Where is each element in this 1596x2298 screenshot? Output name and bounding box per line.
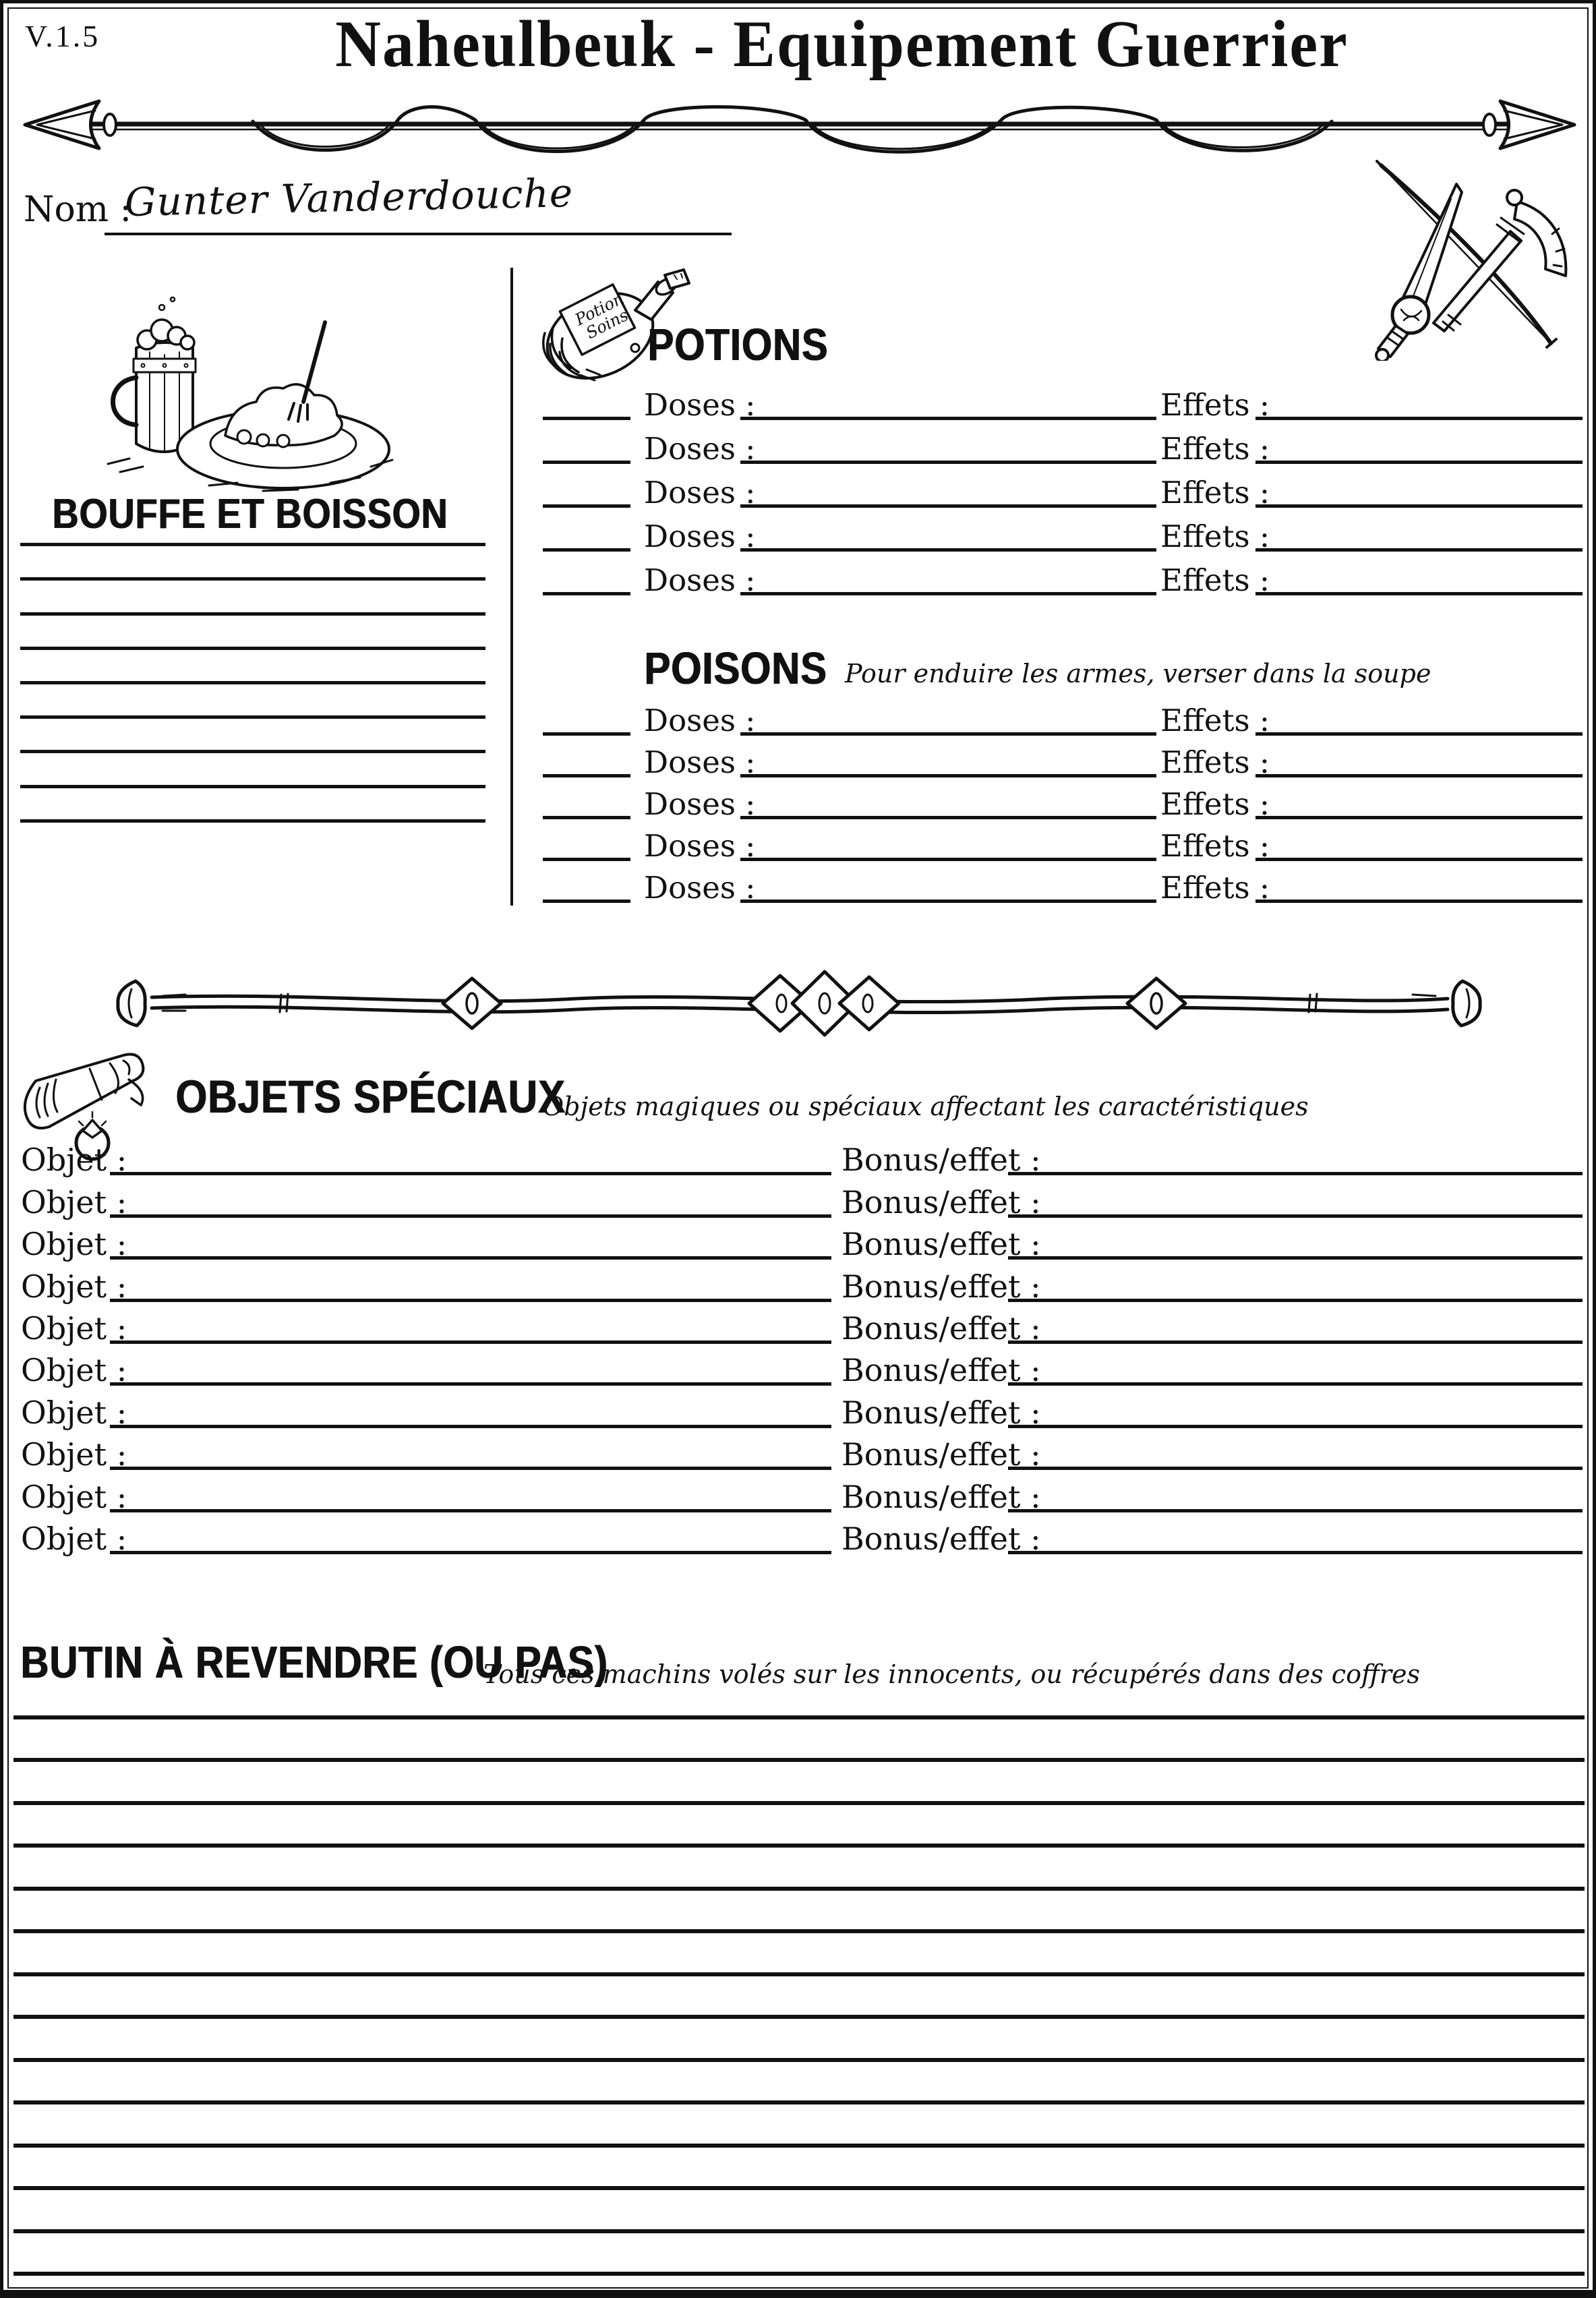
effets-label: Effets :	[1160, 562, 1270, 598]
page-title: Naheulbeuk - Equipement Guerrier	[335, 7, 1349, 82]
loot-blank-line	[13, 2233, 1585, 2276]
doses-label: Doses :	[644, 387, 756, 423]
bonus-fill-line	[1008, 1425, 1583, 1428]
bonus-effet-label: Bonus/effet :	[841, 1142, 1041, 1179]
effets-label: Effets :	[1160, 786, 1270, 822]
bonus-effet-label: Bonus/effet :	[841, 1226, 1041, 1263]
loot-blank-line	[13, 2104, 1585, 2148]
special-items-rows-block	[3, 1136, 1596, 1557]
crossed-sword-axe-bow-icon	[1342, 153, 1585, 361]
loot-blank-line	[13, 2019, 1585, 2062]
bonus-effet-label: Bonus/effet :	[841, 1520, 1041, 1557]
objet-fill-line	[110, 1214, 831, 1218]
objet-label: Objet :	[21, 1352, 127, 1389]
doses-label: Doses :	[644, 744, 756, 780]
poison-row	[3, 822, 1596, 864]
poison-name-line	[543, 732, 630, 736]
doses-label: Doses :	[644, 475, 756, 510]
effets-fill-line	[1255, 816, 1583, 819]
poisons-rows-block	[3, 697, 1596, 906]
doses-fill-line	[740, 592, 1156, 595]
effets-fill-line	[1255, 774, 1583, 777]
effets-label: Effets :	[1160, 828, 1270, 864]
loot-blank-line	[13, 2062, 1585, 2105]
ornate-staff-divider-icon	[105, 966, 1494, 1040]
bonus-effet-label: Bonus/effet :	[841, 1394, 1041, 1431]
special-item-row	[3, 1178, 1596, 1220]
doses-label: Doses :	[644, 431, 756, 467]
loot-blank-line	[13, 2148, 1585, 2191]
loot-section-subtitle: Tous ces machins volés sur les innocents, ou récupérés dans des coffres	[483, 1659, 1421, 1689]
bonus-fill-line	[1008, 1172, 1583, 1175]
potion-row	[3, 554, 1596, 598]
loot-section-title: BUTIN À REVENDRE (OU PAS)	[20, 1637, 608, 1688]
objet-fill-line	[110, 1509, 831, 1512]
bonus-effet-label: Bonus/effet :	[841, 1183, 1041, 1220]
special-item-row	[3, 1388, 1596, 1430]
potion-name-line	[543, 592, 630, 595]
bonus-effet-label: Bonus/effet :	[841, 1268, 1041, 1305]
potion-name-line	[543, 548, 630, 552]
name-label: Nom :	[24, 189, 132, 230]
poisons-section-title: POISONS	[644, 643, 827, 694]
poison-name-line	[543, 816, 630, 819]
doses-label: Doses :	[644, 519, 756, 554]
poison-name-line	[543, 774, 630, 777]
doses-fill-line	[740, 461, 1156, 464]
doses-fill-line	[740, 900, 1156, 903]
potion-row	[3, 423, 1596, 467]
bonus-fill-line	[1008, 1467, 1583, 1470]
loot-blank-line	[13, 1805, 1585, 1848]
bonus-effet-label: Bonus/effet :	[841, 1352, 1041, 1389]
effets-fill-line	[1255, 548, 1583, 552]
objet-label: Objet :	[21, 1436, 127, 1473]
doses-fill-line	[740, 504, 1156, 508]
bonus-fill-line	[1008, 1382, 1583, 1386]
special-item-row	[3, 1431, 1596, 1473]
potion-bottle-label: Potion Soins	[572, 289, 632, 343]
effets-label: Effets :	[1160, 475, 1270, 510]
objet-label: Objet :	[21, 1520, 127, 1557]
doses-fill-line	[740, 858, 1156, 861]
potions-rows-block	[3, 379, 1596, 598]
objet-fill-line	[110, 1425, 831, 1428]
poison-row	[3, 697, 1596, 738]
doses-label: Doses :	[644, 703, 756, 738]
effets-fill-line	[1255, 858, 1583, 861]
objet-label: Objet :	[21, 1268, 127, 1305]
food-section-title: BOUFFE ET BOISSON	[52, 490, 448, 537]
poison-name-line	[543, 858, 630, 861]
effets-fill-line	[1255, 461, 1583, 464]
loot-blank-line	[13, 1719, 1585, 1763]
loot-blank-line	[13, 1933, 1585, 1976]
bonus-fill-line	[1008, 1299, 1583, 1302]
food-blank-line	[20, 650, 485, 684]
special-item-row	[3, 1347, 1596, 1388]
bonus-fill-line	[1008, 1551, 1583, 1554]
objet-fill-line	[110, 1551, 831, 1554]
effets-fill-line	[1255, 732, 1583, 736]
doses-label: Doses :	[644, 828, 756, 864]
effets-label: Effets :	[1160, 519, 1270, 554]
version-label: V.1.5	[25, 19, 100, 53]
special-item-row	[3, 1515, 1596, 1557]
objet-fill-line	[110, 1172, 831, 1175]
potions-section-title: POTIONS	[647, 320, 829, 370]
loot-blank-line	[13, 2190, 1585, 2233]
loot-blank-line	[13, 1891, 1585, 1934]
poison-row	[3, 738, 1596, 780]
potion-row	[3, 510, 1596, 554]
potion-row	[3, 467, 1596, 510]
objet-fill-line	[110, 1299, 831, 1302]
doses-fill-line	[740, 417, 1156, 420]
doses-label: Doses :	[644, 870, 756, 906]
poison-row	[3, 864, 1596, 906]
effets-label: Effets :	[1160, 387, 1270, 423]
objet-fill-line	[110, 1467, 831, 1470]
bonus-fill-line	[1008, 1256, 1583, 1260]
loot-blank-line	[13, 1762, 1585, 1805]
loot-blank-line	[13, 1976, 1585, 2020]
bonus-fill-line	[1008, 1214, 1583, 1218]
objet-label: Objet :	[21, 1142, 127, 1179]
objet-label: Objet :	[21, 1478, 127, 1515]
special-item-row	[3, 1220, 1596, 1262]
objet-fill-line	[110, 1382, 831, 1386]
effets-fill-line	[1255, 417, 1583, 420]
effets-fill-line	[1255, 592, 1583, 595]
objet-fill-line	[110, 1340, 831, 1344]
effets-fill-line	[1255, 900, 1583, 903]
doses-fill-line	[740, 816, 1156, 819]
effets-label: Effets :	[1160, 870, 1270, 906]
effets-label: Effets :	[1160, 431, 1270, 467]
name-fill-line	[105, 233, 732, 235]
objet-fill-line	[110, 1256, 831, 1260]
poison-name-line	[543, 900, 630, 903]
potion-name-line	[543, 504, 630, 508]
potion-row	[3, 379, 1596, 423]
loot-lines-block	[13, 1676, 1585, 2276]
objet-label: Objet :	[21, 1183, 127, 1220]
special-item-row	[3, 1262, 1596, 1304]
special-item-row	[3, 1305, 1596, 1347]
special-item-row	[3, 1473, 1596, 1514]
bonus-fill-line	[1008, 1509, 1583, 1512]
bonus-effet-label: Bonus/effet :	[841, 1436, 1041, 1473]
poison-row	[3, 780, 1596, 822]
objet-label: Objet :	[21, 1309, 127, 1347]
doses-fill-line	[740, 732, 1156, 736]
doses-label: Doses :	[644, 786, 756, 822]
name-value: Gunter Vanderdouche	[124, 170, 574, 225]
bonus-effet-label: Bonus/effet :	[841, 1478, 1041, 1515]
bonus-effet-label: Bonus/effet :	[841, 1309, 1041, 1347]
food-blank-line	[20, 616, 485, 650]
doses-fill-line	[740, 774, 1156, 777]
loot-blank-line	[13, 1848, 1585, 1891]
effets-fill-line	[1255, 504, 1583, 508]
objet-label: Objet :	[21, 1226, 127, 1263]
special-item-row	[3, 1136, 1596, 1178]
special-items-section-subtitle: Objets magiques ou spéciaux affectant les caractéristiques	[543, 1092, 1309, 1121]
objet-label: Objet :	[21, 1394, 127, 1431]
effets-label: Effets :	[1160, 703, 1270, 738]
potion-name-line	[543, 461, 630, 464]
bonus-fill-line	[1008, 1340, 1583, 1344]
poisons-section-subtitle: Pour enduire les armes, verser dans la soupe	[845, 659, 1431, 688]
doses-label: Doses :	[644, 562, 756, 598]
loot-blank-line	[13, 1676, 1585, 1719]
effets-label: Effets :	[1160, 744, 1270, 780]
potion-name-line	[543, 417, 630, 420]
special-items-section-title: OBJETS SPÉCIAUX	[175, 1070, 566, 1123]
doses-fill-line	[740, 548, 1156, 552]
